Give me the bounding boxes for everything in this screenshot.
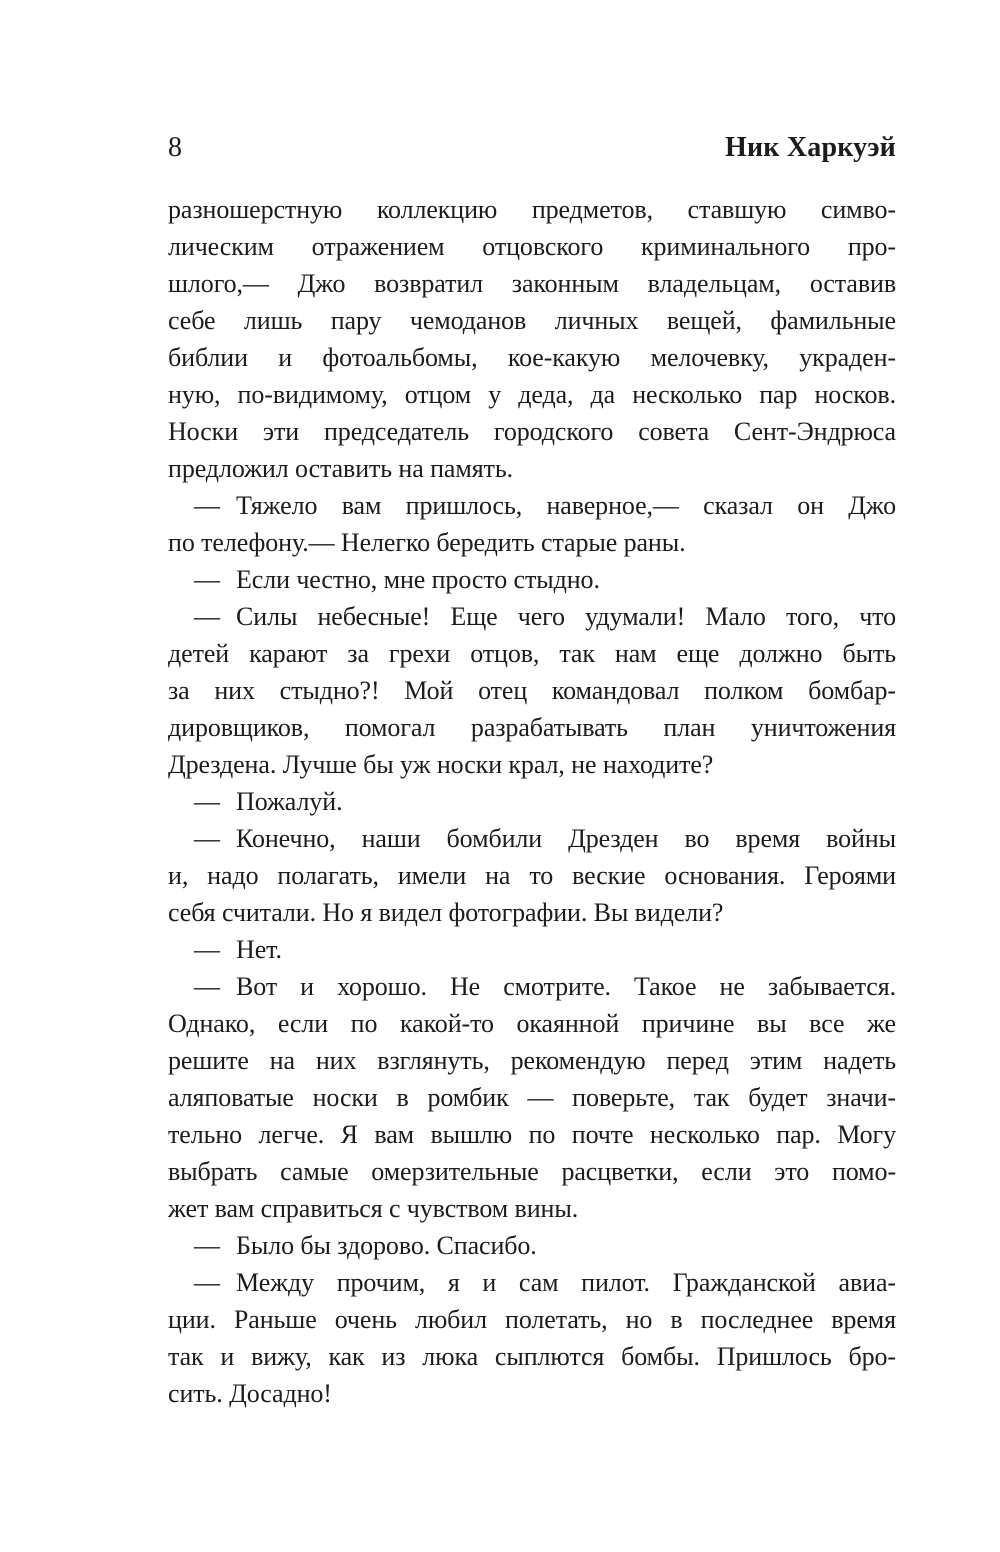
paragraph — [168, 783, 896, 820]
text-line: шлого,— Джо возвратил законным владельцам, оставив — [168, 269, 896, 298]
text-line: разношерстную коллекцию предметов, ставшую симво- — [168, 195, 896, 224]
text-line: себя считали. Но я видел фотографии. Вы видели? — [168, 898, 724, 927]
text-line: — Конечно, наши бомбили Дрезден во время войны — [194, 824, 896, 853]
text-line: и, надо полагать, имели на то веские основания. Героями — [168, 861, 896, 890]
paragraph — [168, 820, 896, 931]
paragraph — [168, 191, 896, 487]
text-line: за них стыдно?! Мой отец командовал полком бомбар- — [168, 676, 896, 705]
dialogue-dash: — — [194, 824, 220, 853]
text-line: — Нет. — [194, 935, 282, 964]
text-line: жет вам справиться с чувством вины. — [168, 1194, 579, 1223]
text-line: Однако, если по какой-то окаянной причине вы все же — [168, 1009, 896, 1038]
text-line: предложил оставить на память. — [168, 454, 513, 483]
text-line: аляповатые носки в ромбик — поверьте, так будет значи- — [168, 1083, 896, 1112]
dialogue-dash: — — [194, 1231, 220, 1260]
paragraph — [168, 487, 896, 561]
dialogue-dash: — — [194, 972, 220, 1001]
paragraph — [168, 1227, 896, 1264]
text-line: тельно легче. Я вам вышлю по почте несколько пар. Могу — [168, 1120, 896, 1149]
text-line: — Тяжело вам пришлось, наверное,— сказал он Джо — [194, 491, 896, 520]
dialogue-dash: — — [194, 565, 220, 594]
text-line: — Между прочим, я и сам пилот. Гражданской авиа- — [194, 1268, 896, 1297]
text-line: выбрать самые омерзительные расцветки, если это помо- — [168, 1157, 896, 1186]
body-text — [168, 191, 896, 1412]
page-header — [168, 132, 896, 164]
dialogue-dash: — — [194, 1268, 220, 1297]
text-line: библии и фотоальбомы, кое-какую мелочевку, украден- — [168, 343, 896, 372]
text-line: сить. Досадно! — [168, 1379, 332, 1408]
running-head-author: Ник Харкуэй — [724, 132, 896, 163]
text-line: решите на них взглянуть, рекомендую перед этим надеть — [168, 1046, 896, 1075]
paragraph — [168, 1264, 896, 1412]
dialogue-dash: — — [194, 787, 220, 816]
text-line: — Силы небесные! Еще чего удумали! Мало того, что — [194, 602, 896, 631]
text-line: дировщиков, помогал разрабатывать план уничтожения — [168, 713, 896, 742]
paragraph — [168, 931, 896, 968]
text-line: — Вот и хорошо. Не смотрите. Такое не забывается. — [194, 972, 896, 1001]
text-line: так и вижу, как из люка сыплются бомбы. Пришлось бро- — [168, 1342, 896, 1371]
text-line: детей карают за грехи отцов, так нам еще должно быть — [168, 639, 896, 668]
text-line: себе лишь пару чемоданов личных вещей, фамильные — [168, 306, 896, 335]
text-line: Носки эти председатель городского совета Сент-Эндрюса — [168, 417, 896, 446]
text-line: — Пожалуй. — [194, 787, 343, 816]
text-line: по телефону.— Нелегко бередить старые раны. — [168, 528, 686, 557]
text-line: — Если честно, мне просто стыдно. — [194, 565, 600, 594]
text-line: лическим отражением отцовского криминального про- — [168, 232, 896, 261]
dialogue-dash: — — [194, 602, 220, 631]
text-line: ную, по-видимому, отцом у деда, да несколько пар носков. — [168, 380, 896, 409]
text-line: ции. Раньше очень любил полетать, но в последнее время — [168, 1305, 896, 1334]
text-line: Дрездена. Лучше бы уж носки крал, не находите? — [168, 750, 714, 779]
text-line: — Было бы здорово. Спасибо. — [194, 1231, 537, 1260]
paragraph — [168, 968, 896, 1227]
page-number: 8 — [168, 132, 182, 163]
dialogue-dash: — — [194, 935, 220, 964]
paragraph — [168, 598, 896, 783]
dialogue-dash: — — [194, 491, 220, 520]
paragraph — [168, 561, 896, 598]
